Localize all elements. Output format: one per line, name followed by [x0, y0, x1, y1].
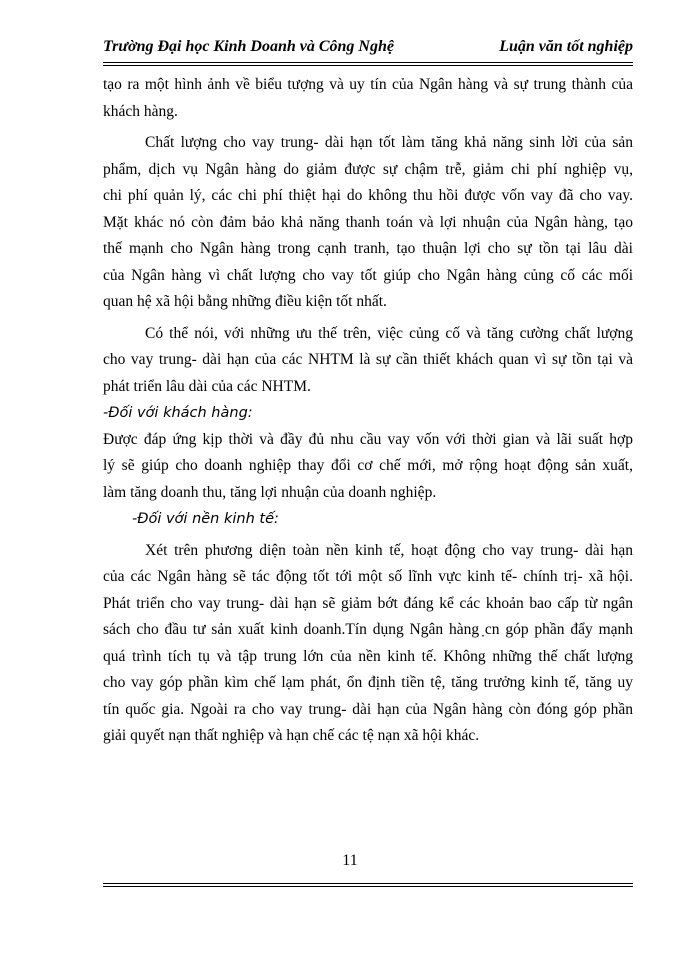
text-line: sách cho đầu tư sản xuất kinh doanh.Tín dụng Ngân hàng ̣cn góp phần đẩy mạnh [103, 621, 633, 638]
header-document-title: Luận văn tốt nghiệp [499, 38, 633, 55]
paragraph-3 [103, 321, 633, 401]
subheading-customers: -Đối với khách hàng: [103, 405, 253, 421]
paragraph-5 [103, 538, 633, 750]
text-line: tín quốc gia. Ngoài ra cho vay trung- dài hạn của Ngân hàng còn đóng góp phần [103, 700, 633, 718]
page-number: 11 [342, 852, 358, 869]
subheading-economy: -Đối với nền kinh tế: [132, 511, 279, 527]
text-line: Có thể nói, với những ưu thế trên, việc củng cố và tăng cường chất lượng [145, 324, 633, 342]
text-line: Chất lượng cho vay trung- dài hạn tốt làm tăng khả năng sinh lời của sản [145, 134, 633, 151]
text-line: thế mạnh cho Ngân hàng trong cạnh tranh, tạo thuận lợi cho sự tồn tại lâu dài [103, 240, 633, 257]
text-line: tạo ra một hình ảnh về biểu tượng và uy tín của Ngân hàng và sự trung thành của [103, 76, 633, 93]
paragraph-1 [103, 72, 633, 125]
text-line: phẩm, dịch vụ Ngân hàng do giảm được sự chậm trễ, giảm chi phí nghiệp vụ, [103, 160, 633, 178]
header-rule-top [103, 62, 633, 63]
paragraph-2 [103, 130, 633, 316]
text-line: Mặt khác nó còn đảm bảo khả năng thanh toán và lợi nhuận của Ngân hàng, tạo [103, 213, 633, 231]
text-line: phát triển lâu dài của các NHTM. [103, 377, 311, 395]
text-line: làm tăng doanh thu, tăng lợi nhuận của doanh nghiệp. [103, 483, 437, 501]
text-line: của các Ngân hàng sẽ tác động tốt tới một số lĩnh vực kinh tế- chính trị- xã hội. [103, 568, 633, 585]
text-line: Được đáp ứng kịp thời và đầy đủ nhu cầu vay vốn với thời gian và lãi suất hợp [103, 430, 633, 448]
text-line: lý sẽ giúp cho doanh nghiệp thay đổi cơ chế mới, mở rộng hoạt động sản xuất, [103, 457, 633, 474]
text-line: quá trình tích tụ và tập trung lớn của nền kinh tế. Không những thế chất lượng [103, 647, 633, 665]
page-header [103, 38, 633, 62]
paragraph-4 [103, 427, 633, 507]
text-line: quan hệ xã hội bằng những điều kiện tốt nhất. [103, 293, 387, 310]
text-line: cho vay góp phần kìm chế lạm phát, ổn định tiền tệ, tăng trưởng kinh tế, tăng uy [103, 674, 633, 691]
header-rule-bottom [103, 65, 633, 66]
text-line: Xét trên phương diện toàn nền kinh tế, hoạt động cho vay trung- dài hạn [145, 541, 633, 559]
footer-rule-top [103, 883, 633, 884]
text-line: khách hàng. [103, 102, 178, 120]
footer-rule-bottom [103, 886, 633, 887]
document-body [103, 72, 633, 750]
text-line: giải quyết nạn thất nghiệp và hạn chế các tệ nạn xã hội khác. [103, 727, 480, 744]
text-line: cho vay trung- dài hạn của các NHTM là sự cần thiết khách quan vì sự tồn tại và [103, 351, 633, 368]
text-line: của Ngân hàng vì chất lượng cho vay tốt giúp cho Ngân hàng củng cố các mối [103, 266, 633, 284]
text-line: Phát triển cho vay trung- dài hạn sẽ giảm bớt đáng kể các khoản bao cấp từ ngân [103, 594, 633, 612]
header-school-name: Trường Đại học Kinh Doanh và Công Nghệ [103, 38, 394, 55]
text-line: chi phí quản lý, các chi phí thiệt hại do không thu hồi được vốn vay đã cho vay. [103, 187, 633, 204]
